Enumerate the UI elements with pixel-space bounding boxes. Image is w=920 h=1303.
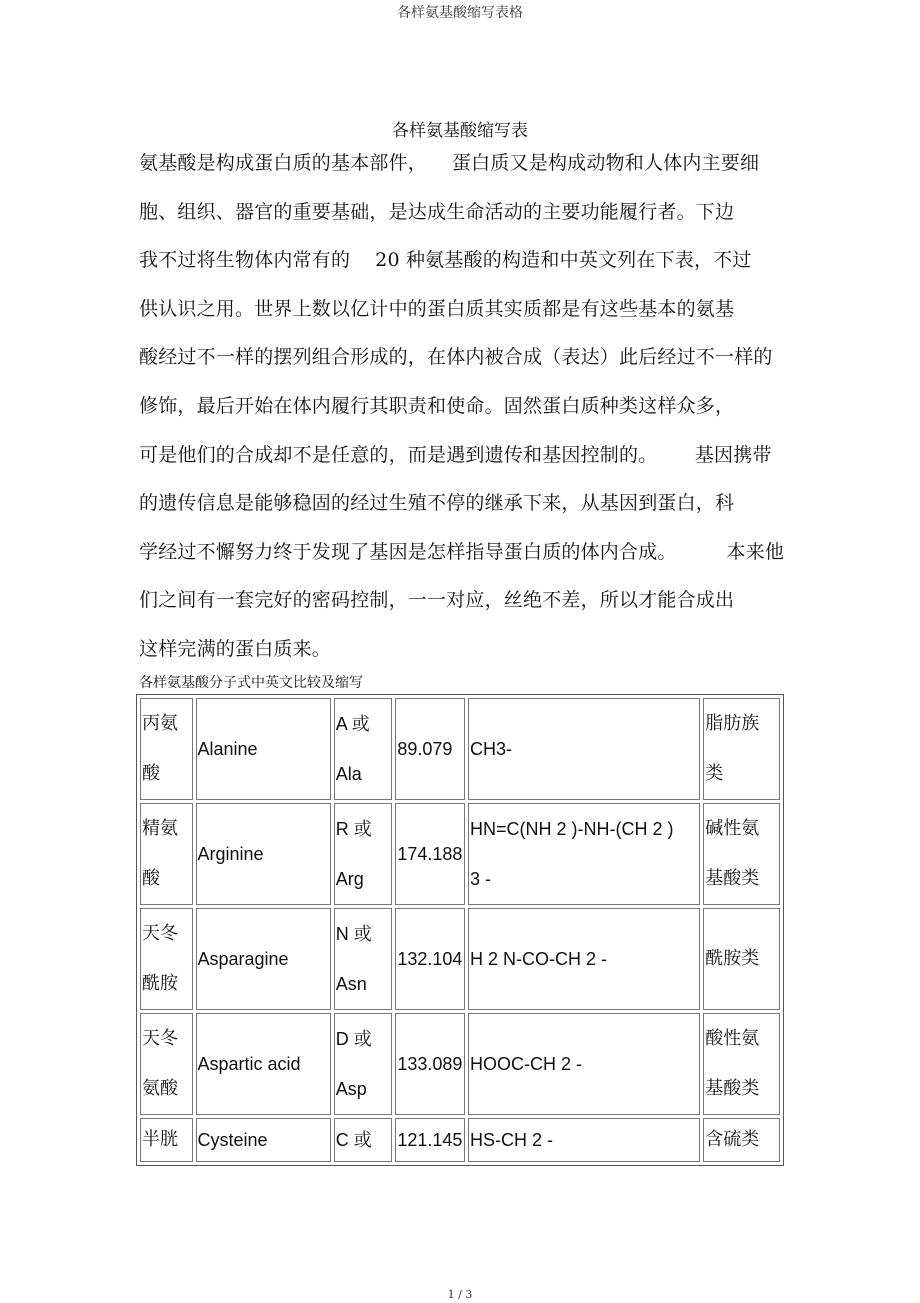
cell-text: N 或: [335, 924, 372, 944]
table-caption: 各样氨基酸分子式中英文比较及缩写: [139, 675, 363, 691]
cell-text: 酰胺类: [705, 948, 760, 969]
cell-text: Ala: [335, 764, 362, 784]
cell-text: 酸: [142, 868, 160, 889]
cell-text: 氨酸: [142, 1078, 178, 1099]
cell-text: 天冬: [142, 1028, 178, 1049]
paragraph-line: 们之间有一套完好的密码控制，一一对应，丝绝不差，所以才能合成出: [139, 589, 735, 612]
cell-text: CH3-: [470, 739, 513, 759]
category-cell: [703, 1013, 780, 1115]
category-cell: [703, 803, 780, 905]
cell-text: 基酸类: [705, 868, 760, 889]
paragraph-line: 氨基酸是构成蛋白质的基本部件， 蛋白质又是构成动物和人体内主要细: [139, 152, 760, 174]
en-name-cell: Asparagine: [196, 908, 331, 1010]
cell-text: R 或: [335, 819, 372, 839]
cell-text: 丙氨: [142, 713, 178, 734]
cell-text: Asn: [335, 974, 367, 994]
formula-cell: [468, 908, 700, 1010]
formula-cell: [468, 1118, 700, 1162]
formula-cell: [468, 698, 700, 800]
cell-text: C 或: [335, 1130, 372, 1150]
formula-cell: [468, 1013, 700, 1115]
cell-text: H 2 N-CO-CH 2 -: [470, 949, 608, 969]
paragraph-line: 我不过将生物体内常有的 20 种氨基酸的构造和中英文列在下表，不过: [139, 249, 752, 272]
cn-name-cell: [140, 698, 193, 800]
cn-name-cell: [140, 1013, 193, 1115]
cell-text: D 或: [335, 1029, 372, 1049]
cell-text: 酰胺: [142, 973, 178, 994]
cell-text: 酸性氨: [705, 1028, 760, 1049]
cell-text: 类: [705, 763, 724, 784]
cell-text: 酸: [142, 763, 160, 784]
cell-text: 天冬: [142, 923, 178, 944]
running-header: 各样氨基酸缩写表格: [397, 5, 523, 21]
category-cell: [703, 908, 780, 1010]
cn-name-cell: [140, 803, 193, 905]
paragraph-line: 供认识之用。世界上数以亿计中的蛋白质其实质都是有这些基本的氨基: [139, 297, 735, 320]
cell-text: A 或: [335, 714, 370, 734]
paragraph-line: 可是他们的合成却不是任意的，而是遇到遗传和基因控制的。 基因携带: [139, 443, 772, 466]
en-name-cell: Cysteine: [196, 1118, 331, 1162]
cell-text: 半胱: [142, 1129, 178, 1150]
paragraph-line: 学经过不懈努力终于发现了基因是怎样指导蛋白质的体内合成。 本来他: [139, 540, 785, 563]
paragraph-line: 的遗传信息是能够稳固的经过生殖不停的继承下来，从基因到蛋白，科: [139, 492, 735, 515]
cell-text: 含硫类: [705, 1129, 760, 1150]
abbrev-cell: [334, 1118, 393, 1162]
formula-cell: [468, 803, 700, 905]
cell-text: 精氨: [142, 818, 178, 839]
cell-text: HN=C(NH 2 )-NH-(CH 2 ): [470, 819, 674, 839]
paragraph-line: 修饰，最后开始在体内履行其职责和使命。固然蛋白质种类这样众多，: [139, 394, 735, 417]
en-name-cell: Aspartic acid: [196, 1013, 331, 1115]
intro-paragraph: [139, 139, 789, 674]
paragraph-line: 酸经过不一样的摆列组合形成的，在体内被合成（表达）此后经过不一样的: [139, 346, 773, 369]
table-row: [140, 1118, 780, 1162]
abbrev-cell: [334, 803, 393, 905]
abbrev-cell: [334, 908, 393, 1010]
cell-text: HOOC-CH 2 -: [470, 1054, 582, 1074]
cell-text: 碱性氨: [705, 818, 760, 839]
cell-text: Arg: [335, 869, 364, 889]
en-name-cell: Alanine: [196, 698, 331, 800]
table-row: [140, 803, 780, 905]
mass-cell: 133.089: [395, 1013, 465, 1115]
table-row: [140, 1013, 780, 1115]
category-cell: [703, 1118, 780, 1162]
mass-cell: 174.188: [395, 803, 465, 905]
table-row: [140, 908, 780, 1010]
amino-acid-table: [136, 694, 784, 1166]
cn-name-cell: [140, 908, 193, 1010]
category-cell: [703, 698, 780, 800]
cell-text: HS-CH 2 -: [470, 1130, 554, 1150]
en-name-cell: Arginine: [196, 803, 331, 905]
abbrev-cell: [334, 1013, 393, 1115]
cell-text: 基酸类: [705, 1078, 760, 1099]
mass-cell: 121.145: [395, 1118, 465, 1162]
cell-text: Asp: [335, 1079, 367, 1099]
table-row: [140, 698, 780, 800]
page-number: 1 / 3: [447, 1288, 473, 1301]
cell-text: 脂肪族: [705, 713, 760, 734]
cell-text: 3 -: [470, 869, 492, 889]
paragraph-line: 这样完满的蛋白质来。: [139, 637, 332, 660]
document-title: 各样氨基酸缩写表: [392, 121, 528, 141]
mass-cell: 89.079: [395, 698, 465, 800]
cn-name-cell: [140, 1118, 193, 1162]
mass-cell: 132.104: [395, 908, 465, 1010]
abbrev-cell: [334, 698, 393, 800]
paragraph-line: 胞、组织、器官的重要基础，是达成生命活动的主要功能履行者。下边: [139, 200, 735, 223]
